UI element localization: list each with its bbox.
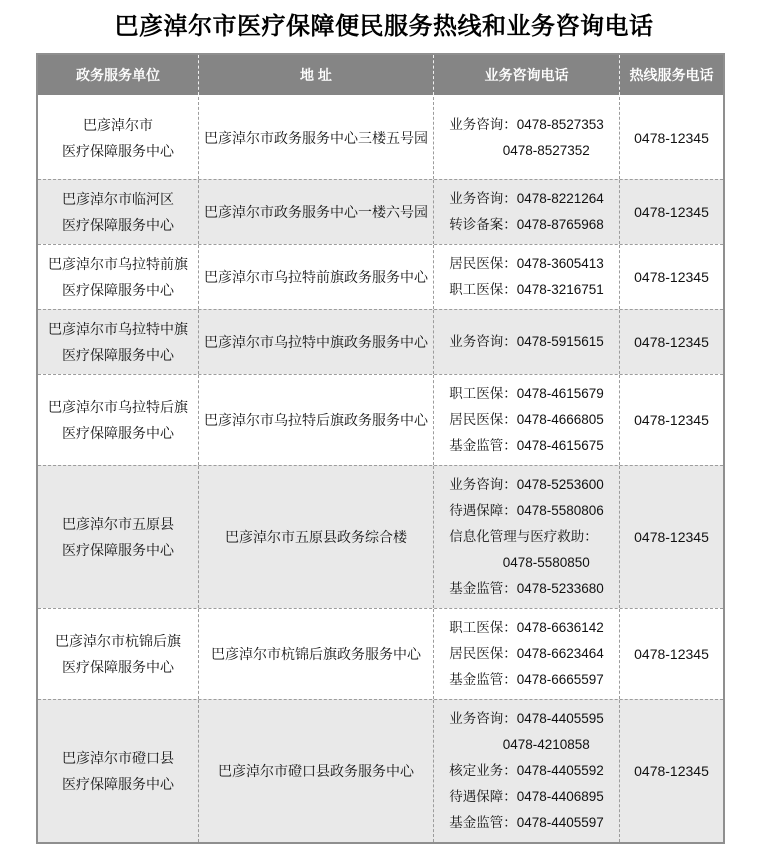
table-row: [38, 309, 723, 374]
phone-line: 业务咨询：0478-5915615: [449, 334, 604, 349]
unit-cell: [38, 180, 198, 244]
page-title: 巴彦淖尔市医疗保障便民服务热线和业务咨询电话: [114, 13, 654, 40]
phone-line: 职工医保：0478-3216751: [449, 282, 604, 297]
header-consult-phone: 业务咨询电话: [433, 55, 619, 95]
unit-line: 巴彦淖尔市乌拉特中旗: [48, 321, 188, 337]
hotline-cell: 0478-12345: [619, 180, 723, 244]
phone-line: 居民医保：0478-6623464: [449, 646, 604, 661]
table-header-row: [38, 55, 723, 97]
address-cell: 巴彦淖尔市磴口县政务服务中心: [198, 700, 433, 842]
hotline-cell: 0478-12345: [619, 310, 723, 374]
phone-line: 待遇保障：0478-5580806: [449, 503, 604, 518]
phone-line: 核定业务：0478-4405592: [449, 763, 604, 778]
hotline-cell: 0478-12345: [619, 700, 723, 842]
phone-line: 0478-4210858: [502, 737, 590, 752]
hotline-cell: 0478-12345: [619, 97, 723, 179]
unit-line: 医疗保障服务中心: [62, 217, 174, 233]
phone-line: 业务咨询：0478-4405595: [449, 711, 604, 726]
unit-line: 医疗保障服务中心: [62, 542, 174, 558]
table-row: [38, 97, 723, 179]
unit-line: 巴彦淖尔市临河区: [62, 191, 174, 207]
unit-line: 巴彦淖尔市五原县: [62, 516, 174, 532]
unit-line: 医疗保障服务中心: [62, 425, 174, 441]
unit-cell: [38, 609, 198, 699]
address-cell: 巴彦淖尔市乌拉特后旗政务服务中心: [198, 375, 433, 465]
unit-line: 巴彦淖尔市磴口县: [62, 750, 174, 766]
header-unit: 政务服务单位: [76, 67, 160, 83]
hotline-cell: 0478-12345: [619, 609, 723, 699]
hotline-cell: 0478-12345: [619, 375, 723, 465]
phone-line: 0478-5580850: [502, 555, 590, 570]
unit-cell: [38, 245, 198, 309]
table-row: [38, 179, 723, 244]
phone-line: 转诊备案：0478-8765968: [449, 217, 604, 232]
unit-cell: [38, 700, 198, 842]
address-cell: 巴彦淖尔市政务服务中心一楼六号园: [198, 180, 433, 244]
unit-line: 医疗保障服务中心: [62, 659, 174, 675]
hotline-cell: 0478-12345: [619, 245, 723, 309]
phone-cell: [433, 466, 619, 608]
address-cell: 巴彦淖尔市政务服务中心三楼五号园: [198, 97, 433, 179]
table-row: [38, 465, 723, 608]
table-row: [38, 244, 723, 309]
unit-cell: [38, 375, 198, 465]
phone-line: 待遇保障：0478-4406895: [449, 789, 604, 804]
address-cell: 巴彦淖尔市杭锦后旗政务服务中心: [198, 609, 433, 699]
address-cell: 巴彦淖尔市五原县政务综合楼: [198, 466, 433, 608]
phone-line: 基金监管：0478-4405597: [449, 815, 604, 830]
phone-cell: [433, 97, 619, 179]
phone-cell: [433, 375, 619, 465]
table-body: [38, 97, 723, 842]
phone-line: 基金监管：0478-6665597: [449, 672, 604, 687]
phone-line: 0478-8527352: [502, 143, 590, 158]
unit-line: 巴彦淖尔市乌拉特前旗: [48, 256, 188, 272]
hotline-cell: 0478-12345: [619, 466, 723, 608]
unit-cell: [38, 310, 198, 374]
header-address: 地 址: [198, 55, 433, 95]
phone-line: 业务咨询：0478-8221264: [449, 191, 604, 206]
unit-line: 医疗保障服务中心: [62, 143, 174, 159]
phone-cell: [433, 700, 619, 842]
table-row: [38, 374, 723, 465]
address-cell: 巴彦淖尔市乌拉特中旗政务服务中心: [198, 310, 433, 374]
address-cell: 巴彦淖尔市乌拉特前旗政务服务中心: [198, 245, 433, 309]
unit-line: 巴彦淖尔市乌拉特后旗: [48, 399, 188, 415]
phone-line: 居民医保：0478-4666805: [449, 412, 604, 427]
phone-line: 基金监管：0478-5233680: [449, 581, 604, 596]
phone-line: 职工医保：0478-4615679: [449, 386, 604, 401]
phone-cell: [433, 609, 619, 699]
unit-line: 医疗保障服务中心: [62, 347, 174, 363]
table-row: [38, 699, 723, 842]
phone-line: 信息化管理与医疗救助：: [449, 529, 598, 544]
phone-cell: [433, 245, 619, 309]
unit-cell: [38, 97, 198, 179]
phone-cell: [433, 310, 619, 374]
unit-line: 医疗保障服务中心: [62, 282, 174, 298]
unit-line: 巴彦淖尔市: [83, 117, 153, 133]
phone-line: 基金监管：0478-4615675: [449, 438, 604, 453]
phone-line: 居民医保：0478-3605413: [449, 256, 604, 271]
hotline-table: [36, 53, 725, 844]
unit-line: 医疗保障服务中心: [62, 776, 174, 792]
phone-cell: [433, 180, 619, 244]
unit-line: 巴彦淖尔市杭锦后旗: [55, 633, 181, 649]
table-row: [38, 608, 723, 699]
phone-line: 业务咨询：0478-8527353: [449, 117, 604, 132]
phone-line: 业务咨询：0478-5253600: [449, 477, 604, 492]
phone-line: 职工医保：0478-6636142: [449, 620, 604, 635]
header-hotline-phone: 热线服务电话: [619, 55, 723, 95]
unit-cell: [38, 466, 198, 608]
